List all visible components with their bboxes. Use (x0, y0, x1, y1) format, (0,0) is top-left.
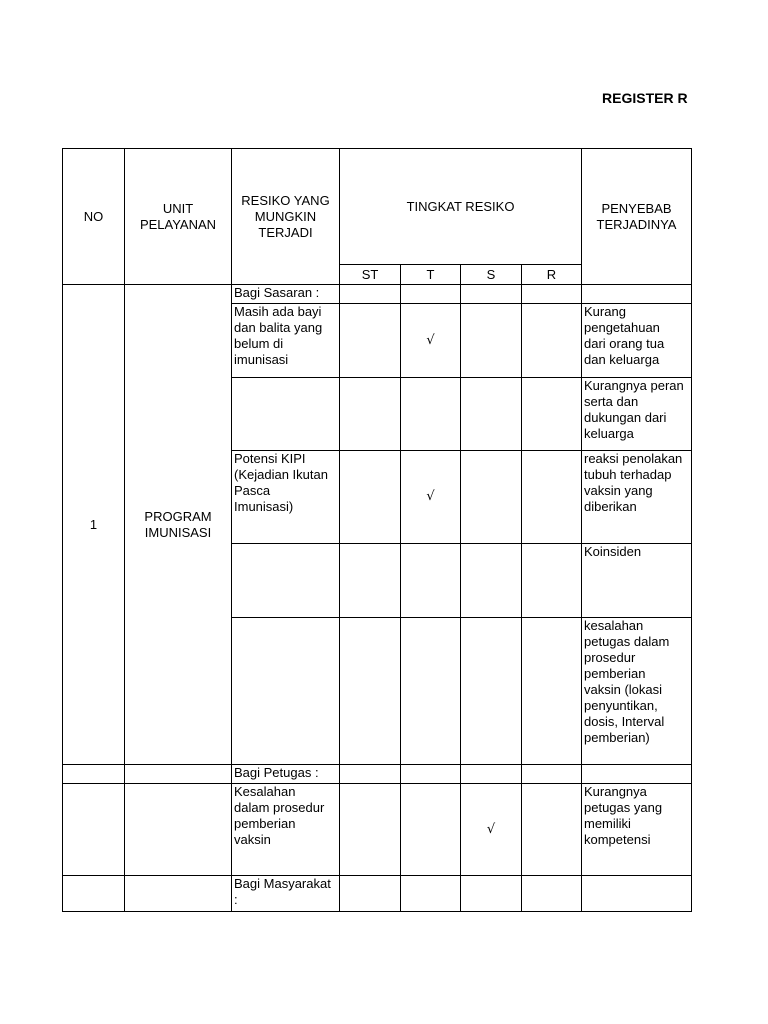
level-r-cell (522, 285, 582, 304)
level-s-cell (461, 451, 522, 544)
level-r-cell (522, 378, 582, 451)
level-st-cell (340, 784, 401, 876)
level-t-cell (401, 784, 461, 876)
level-r-cell (522, 784, 582, 876)
header-penyebab: PENYEBAB TERJADINYA (582, 149, 692, 285)
level-s-cell (461, 618, 522, 765)
level-t-cell (401, 876, 461, 912)
level-t-cell (401, 378, 461, 451)
resiko-cell (232, 618, 340, 765)
risk-register-table (62, 148, 692, 912)
penyebab-cell: kesalahan petugas dalam prosedur pemberian vaksin (lokasi penyuntikan, dosis, Interval pemberian) (582, 618, 692, 765)
level-t-cell (401, 544, 461, 618)
no-cell (63, 765, 125, 784)
level-st-cell (340, 618, 401, 765)
resiko-cell (232, 544, 340, 618)
level-s-cell (461, 304, 522, 378)
header-level-st: ST (340, 265, 401, 285)
penyebab-cell (582, 285, 692, 304)
penyebab-cell: Koinsiden (582, 544, 692, 618)
resiko-cell: Potensi KIPI (Kejadian Ikutan Pasca Imunisasi) (232, 451, 340, 544)
level-st-cell (340, 304, 401, 378)
table-row (63, 765, 692, 784)
table-row (63, 876, 692, 912)
level-st-cell (340, 765, 401, 784)
no-cell (63, 784, 125, 876)
level-s-cell (461, 876, 522, 912)
document-title: REGISTER R (602, 90, 688, 106)
level-r-cell (522, 544, 582, 618)
level-s-cell (461, 378, 522, 451)
level-r-cell (522, 765, 582, 784)
level-r-cell (522, 876, 582, 912)
penyebab-cell: reaksi penolakan tubuh terhadap vaksin yang diberikan (582, 451, 692, 544)
level-st-cell (340, 378, 401, 451)
table-row (63, 285, 692, 304)
resiko-cell (232, 378, 340, 451)
table-row (63, 784, 692, 876)
level-s-cell (461, 544, 522, 618)
level-s-cell (461, 765, 522, 784)
header-level-t: T (401, 265, 461, 285)
level-st-cell (340, 285, 401, 304)
unit-cell (125, 784, 232, 876)
level-r-cell (522, 451, 582, 544)
header-resiko: RESIKO YANG MUNGKIN TERJADI (232, 149, 340, 285)
resiko-cell: Bagi Petugas : (232, 765, 340, 784)
header-level-r: R (522, 265, 582, 285)
resiko-cell: Kesalahan dalam prosedur pemberian vaksin (232, 784, 340, 876)
penyebab-cell (582, 876, 692, 912)
level-st-cell (340, 451, 401, 544)
header-level-s: S (461, 265, 522, 285)
resiko-cell: Masih ada bayi dan balita yang belum di imunisasi (232, 304, 340, 378)
level-t-cell (401, 618, 461, 765)
penyebab-cell (582, 765, 692, 784)
no-cell (63, 876, 125, 912)
level-s-cell (461, 285, 522, 304)
check-mark-icon: √ (461, 784, 522, 876)
penyebab-cell: Kurangnya petugas yang memiliki kompetensi (582, 784, 692, 876)
resiko-cell: Bagi Sasaran : (232, 285, 340, 304)
level-r-cell (522, 304, 582, 378)
header-no: NO (63, 149, 125, 285)
header-unit-pelayanan: UNIT PELAYANAN (125, 149, 232, 285)
check-mark-icon: √ (401, 304, 461, 378)
row-number: 1 (63, 285, 125, 765)
penyebab-cell: Kurangnya peran serta dan dukungan dari keluarga (582, 378, 692, 451)
penyebab-cell: Kurang pengetahuan dari orang tua dan keluarga (582, 304, 692, 378)
level-r-cell (522, 618, 582, 765)
check-mark-icon: √ (401, 451, 461, 544)
level-st-cell (340, 876, 401, 912)
header-tingkat-resiko: TINGKAT RESIKO (340, 149, 582, 265)
unit-name: PROGRAM IMUNISASI (125, 285, 232, 765)
level-t-cell (401, 285, 461, 304)
level-t-cell (401, 765, 461, 784)
level-st-cell (340, 544, 401, 618)
unit-cell (125, 876, 232, 912)
resiko-cell: Bagi Masyarakat : (232, 876, 340, 912)
unit-cell (125, 765, 232, 784)
